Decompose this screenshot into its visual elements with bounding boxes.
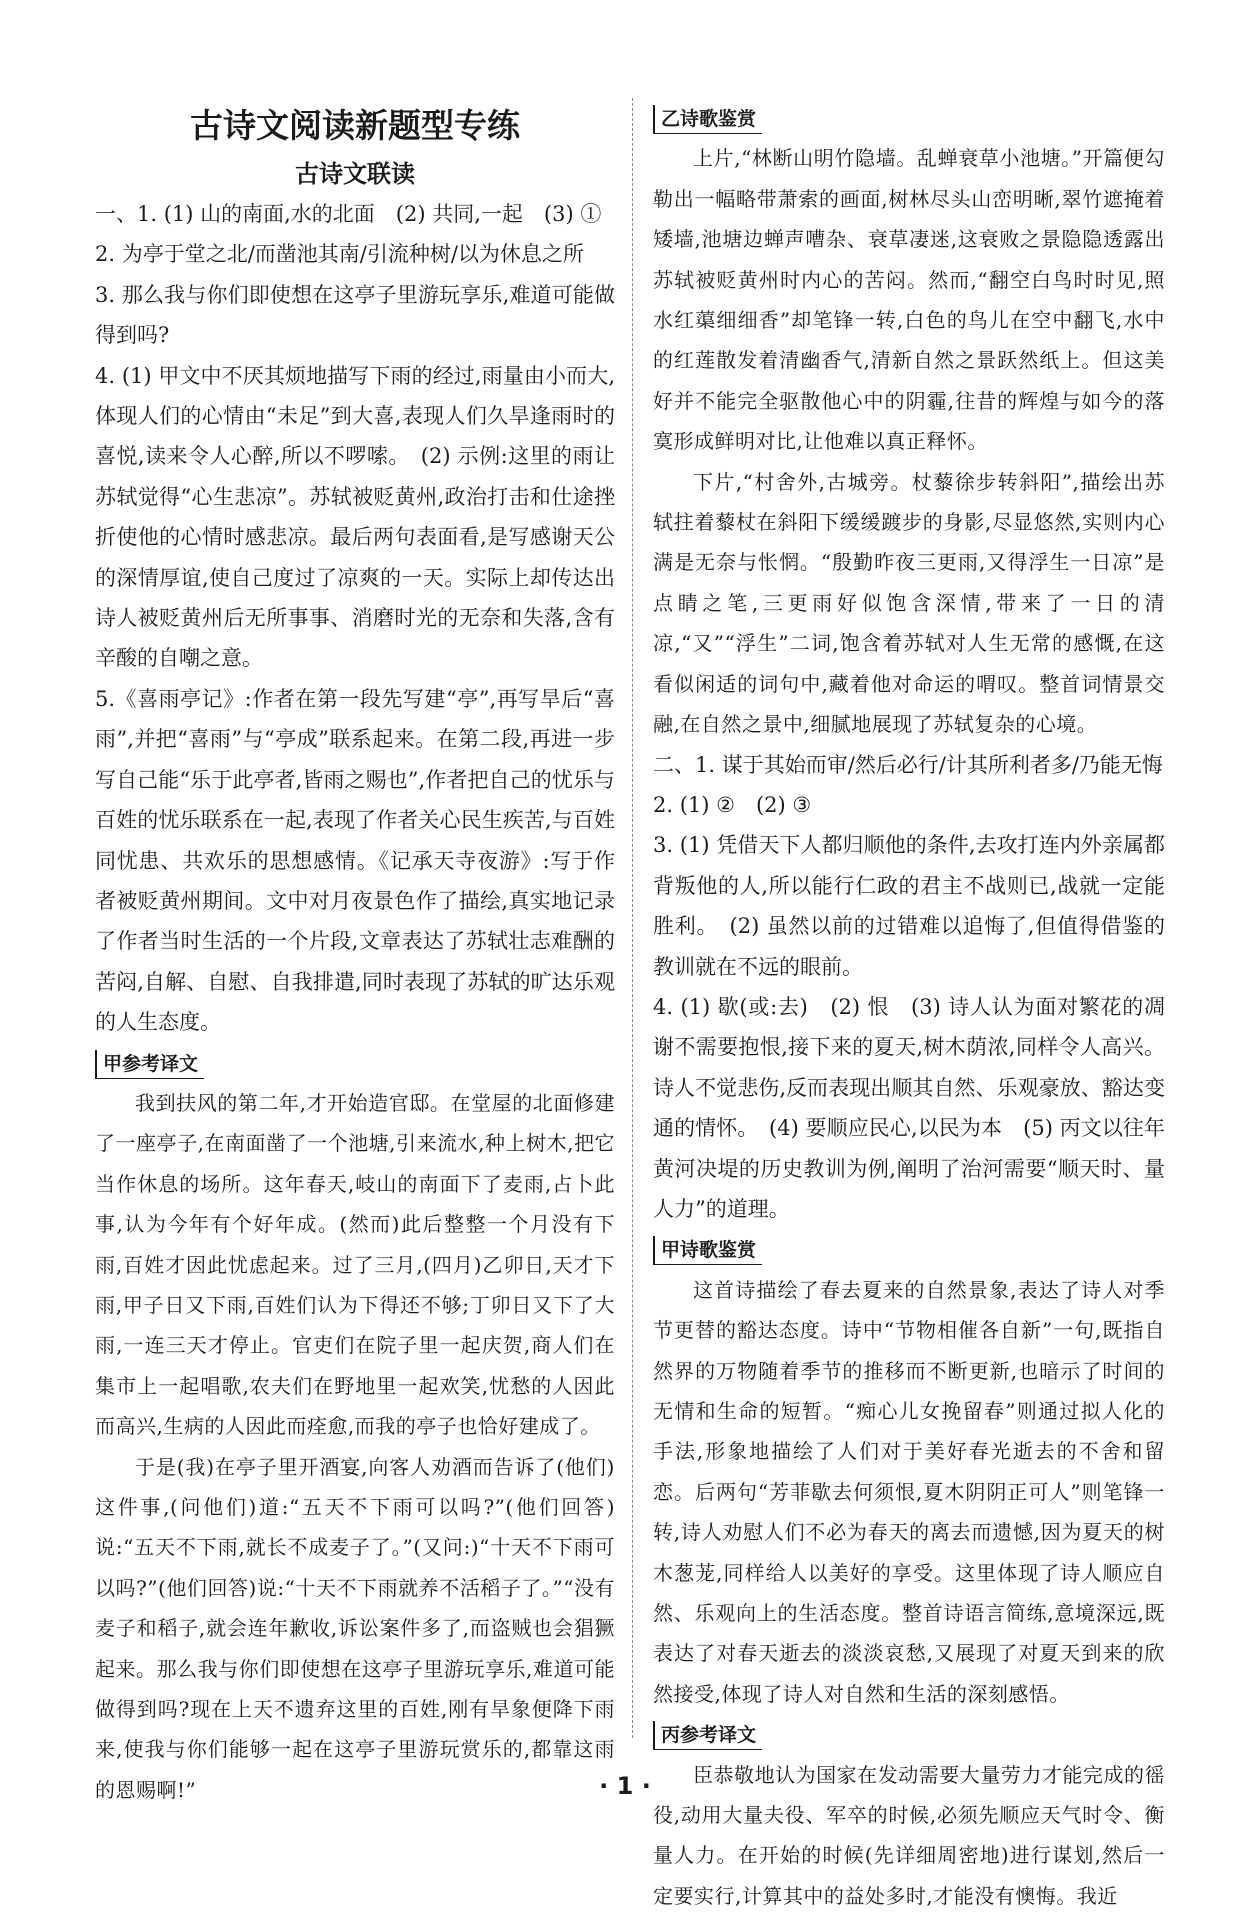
answer-2-3: 3. (1) 凭借天下人都归顺他的条件,去攻打连内外亲属都背叛他的人,所以能行仁政的君主不战则已,战就一定能胜利。 (2) 虽然以前的过错难以追悔了,但值得借鉴的教训就在不远的眼前。 [653,833,1165,979]
appreciation-paragraph: 下片,“村舍外,古城旁。杖藜徐步转斜阳”,描绘出苏轼拄着藜杖在斜阳下缓缓踱步的身影,尽显悠然,实则内心满是无奈与怅惘。“殷勤昨夜三更雨,又得浮生一日凉”是点睛之笔,三更雨好似饱含深情,带来了一日的清凉,“又”“浮生”二词,饱含着苏轼对人生无常的感慨,在这看似闲适的词句中,藏着他对命运的喟叹。整首词情景交融,在自然之景中,细腻地展现了苏轼复杂的心境。 [653,469,1165,737]
answer-5: 5.《喜雨亭记》:作者在第一段先写建“亭”,再写旱后“喜雨”,并把“喜雨”与“亭成”联系起来。在第二段,再进一步写自己能“乐于此亭者,皆雨之赐也”,作者把自己的忧乐与百姓的忧乐联系在一起,表现了作者关心民生疾苦,与百姓同忧患、共欢乐的思想感情。《记承天寺夜游》:写于作者被贬黄州期间。文中对月夜景色作了描绘,真实地记录了作者当时生活的一个片段,文章表达了苏轼壮志难酬的苦闷,自解、自慰、自我排遣,同时表现了苏轼的旷达乐观的人生态度。 [95,686,615,1035]
label-jia-translation: 甲参考译文 [95,1050,204,1079]
answer-3: 3. 那么我与你们即使想在这亭子里游玩享乐,难道可能做得到吗? [95,282,615,348]
answer-2-1: 二、1. 谋于其始而审/然后必行/计其所利者多/乃能无悔 [653,752,1163,777]
translation-paragraph: 于是(我)在亭子里开酒宴,向客人劝酒而告诉了(他们)这件事,(问他们)道:“五天不下雨可以吗?”(他们回答)说:“五天不下雨,就长不成麦子了。”(又问:)“十天不下雨可以吗?”(他们回答)说:“十天不下雨就养不活稻子了。”“没有麦子和稻子,就会连年歉收,诉讼案件多了,而盗贼也会猖獗起来。那么我与你们即使想在这亭子里游玩享乐,难道可能做得到吗?现在上天不遗弃这里的百姓,刚有旱象便降下雨来,使我与你们能够一起在这亭子里游玩赏乐的,都靠这雨的恩赐啊!” [95,1454,615,1802]
right-column [653,98,1165,1916]
translation-paragraph: 臣恭敬地认为国家在发动需要大量劳力才能完成的徭役,动用大量夫役、军卒的时候,必须先顺应天气时令、衡量人力。在开始的时候(先详细周密地)进行谋划,然后一定要实行,计算其中的益处多时,才能没有懊悔。我近 [653,1762,1165,1908]
answer-2-2: 2. (1) ② (2) ③ [653,792,812,817]
page-number: · 1 · [599,1772,651,1800]
left-column [95,98,615,1810]
section-title: 古诗文联读 [295,160,415,188]
label-jia-poem: 甲诗歌鉴赏 [653,1236,762,1265]
column-divider [632,98,633,1738]
answer-4: 4. (1) 甲文中不厌其烦地描写下雨的经过,雨量由小而大,体现人们的心情由“未足”到大喜,表现人们久旱逢雨时的喜悦,读来令人心醉,所以不啰嗦。 (2) 示例:这里的雨让苏轼觉得“心生悲凉”。苏轼被贬黄州,政治打击和仕途挫折使他的心情时感悲凉。最后两句表面看,是写感谢天公的深情厚谊,使自己度过了凉爽的一天。实际上却传达出诗人被贬黄州后无所事事、消磨时光的无奈和失落,含有辛酸的自嘲之意。 [95,363,615,671]
answer-2: 2. 为亭于堂之北/而凿池其南/引流种树/以为休息之所 [95,242,584,267]
translation-paragraph: 我到扶风的第二年,才开始造官邸。在堂屋的北面修建了一座亭子,在南面凿了一个池塘,引来流水,种上树木,把它当作休息的场所。这年春天,岐山的南面下了麦雨,占卜此事,认为今年有个好年成。(然而)此后整整一个月没有下雨,百姓才因此忧虑起来。过了三月,(四月)乙卯日,天才下雨,甲子日又下雨,百姓们认为下得还不够;丁卯日又下了大雨,一连三天才停止。官吏们在院子里一起庆贺,商人们在集市上一起唱歌,农夫们在野地里一起欢笑,忧愁的人因此而高兴,生病的人因此而痊愈,而我的亭子也恰好建成了。 [95,1090,615,1439]
answer-1: 一、1. (1) 山的南面,水的北面 (2) 共同,一起 (3) ① [95,202,602,226]
page-title: 古诗文阅读新题型专练 [190,106,520,145]
label-bing-translation: 丙参考译文 [653,1721,762,1750]
appreciation-paragraph: 这首诗描绘了春去夏来的自然景象,表达了诗人对季节更替的豁达态度。诗中“节物相催各自新”一句,既指自然界的万物随着季节的推移而不断更新,也暗示了时间的无情和生命的短暂。“痴心儿女挽留春”则通过拟人化的手法,形象地描绘了人们对于美好春光逝去的不舍和留恋。后两句“芳菲歇去何须恨,夏木阴阴正可人”则笔锋一转,诗人劝慰人们不必为春天的离去而遗憾,因为夏天的树木葱茏,同样给人以美好的享受。这里体现了诗人顺应自然、乐观向上的生活态度。整首诗语言简练,意境深远,既表达了对春天逝去的淡淡哀愁,又展现了对夏天到来的欣然接受,体现了诗人对自然和生活的深刻感悟。 [653,1277,1165,1706]
label-yi-poem: 乙诗歌鉴赏 [653,105,762,134]
appreciation-paragraph: 上片,“林断山明竹隐墙。乱蝉衰草小池塘。”开篇便勾勒出一幅略带萧索的画面,树林尽头山峦明晰,翠竹遮掩着矮墙,池塘边蝉声嘈杂、衰草凄迷,这衰败之景隐隐透露出苏轼被贬黄州时内心的苦闷。然而,“翻空白鸟时时见,照水红蕖细细香”却笔锋一转,白色的鸟儿在空中翻飞,水中的红莲散发着清幽香气,清新自然之景跃然纸上。但这美好并不能完全驱散他心中的阴霾,往昔的辉煌与如今的落寞形成鲜明对比,让他难以真正释怀。 [653,146,1165,454]
answer-2-4: 4. (1) 歇(或:去) (2) 恨 (3) 诗人认为面对繁花的凋谢不需要抱恨,接下来的夏天,树木荫浓,同样令人高兴。诗人不觉悲伤,反而表现出顺其自然、乐观豪放、豁达变通的情怀。 (4) 要顺应民心,以民为本 (5) 丙文以往年黄河决堤的历史教训为例,阐明了治河需要“顺天时、量人力”的道理。 [653,994,1165,1221]
